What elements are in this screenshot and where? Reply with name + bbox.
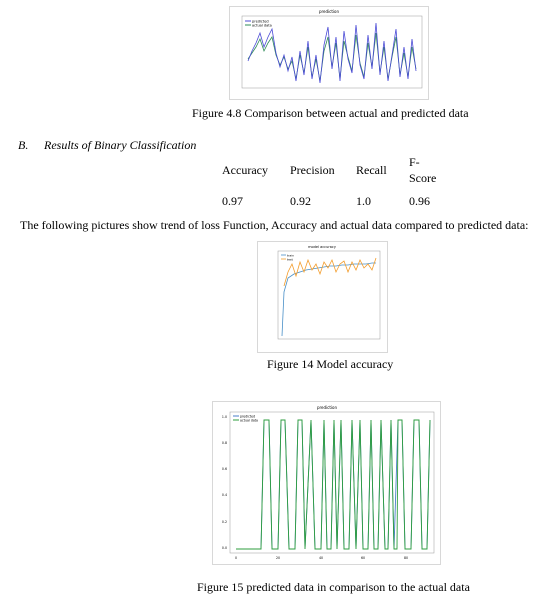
header-accuracy: Accuracy (222, 163, 268, 177)
header-fscore-line2: Score (409, 171, 437, 185)
fig15-xticks (235, 556, 408, 560)
fig15-xtick-1: 20 (275, 556, 281, 560)
intro-text: The following pictures show trend of loss Function, Accuracy and actual data compared to predicted data: (20, 218, 529, 232)
fig48-predicted-line (248, 23, 416, 83)
fig15-ytick-0: 0.0 (221, 546, 227, 550)
figure-15-caption: Figure 15 predicted data in comparison to the actual data (197, 580, 470, 594)
section-b-label: B. (18, 138, 29, 152)
fig15-title: prediction (316, 405, 338, 410)
fig15-legend (233, 414, 258, 422)
fig15-ytick-4: 0.8 (221, 441, 227, 445)
fig15-predicted-line (236, 420, 430, 549)
header-fscore-line1: F- (409, 155, 420, 169)
figure-15-chart (212, 401, 441, 565)
fig14-legend-test: test (287, 257, 293, 262)
fig15-xtick-0: 0 (234, 556, 238, 560)
fig15-xtick-2: 40 (318, 556, 324, 560)
section-b-title: Results of Binary Classification (44, 138, 197, 152)
figure-14-chart (257, 241, 388, 353)
value-precision: 0.92 (290, 194, 311, 208)
fig48-actual-line (248, 33, 416, 81)
fig15-ytick-2: 0.4 (221, 493, 227, 497)
fig15-ytick-5: 1.0 (221, 415, 227, 419)
fig15-legend-predicted: predicted (240, 414, 256, 419)
figure-4-8-svg (230, 7, 428, 99)
fig48-legend-actual: actual data (252, 23, 272, 28)
figure-4-8-caption: Figure 4.8 Comparison between actual and predicted data (192, 106, 469, 120)
fig48-legend (245, 20, 272, 28)
fig14-legend-train: train (287, 253, 294, 258)
value-accuracy: 0.97 (222, 194, 243, 208)
fig15-actual-line (236, 420, 430, 549)
fig15-xtick-3: 60 (360, 556, 366, 560)
fig14-legend (281, 253, 294, 261)
value-recall: 1.0 (356, 194, 371, 208)
figure-14-svg (258, 242, 387, 352)
fig15-legend-actual: actual data (240, 418, 259, 423)
figure-15-svg (213, 402, 440, 564)
fig48-title: prediction (318, 9, 340, 14)
fig14-train-line (282, 263, 376, 336)
fig15-xtick-4: 80 (403, 556, 409, 560)
fig15-ytick-1: 0.2 (221, 520, 227, 524)
fig15-yticks (222, 415, 227, 550)
figure-4-8-chart (229, 6, 429, 100)
fig14-title: model accuracy (308, 245, 336, 249)
header-recall: Recall (356, 163, 387, 177)
fig48-legend-predicted: predicted (252, 19, 269, 24)
fig14-test-line (284, 258, 376, 286)
fig15-ytick-3: 0.6 (221, 467, 227, 471)
figure-14-caption: Figure 14 Model accuracy (267, 357, 394, 371)
header-precision: Precision (290, 163, 335, 177)
value-fscore: 0.96 (409, 194, 430, 208)
